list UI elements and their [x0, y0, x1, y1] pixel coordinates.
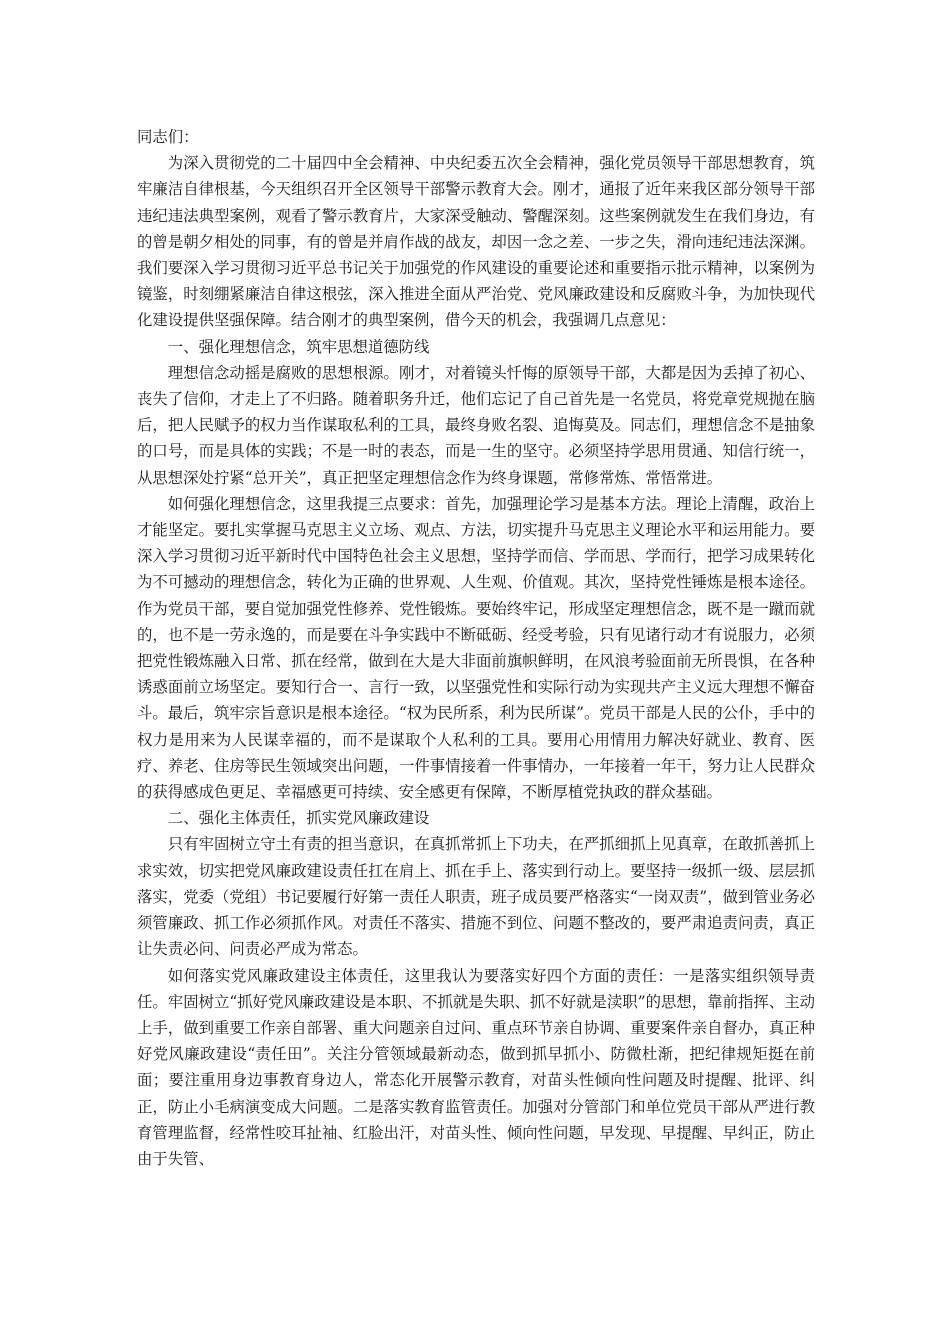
section-heading-1: 一、强化理想信念，筑牢思想道德防线 — [167, 337, 430, 356]
intro-paragraph: 为深入贯彻党的二十届四中全会精神、中央纪委五次全会精神，强化党员领导干部思想教育，筑牢廉洁自律根基，今天组织召开全区领导干部警示教育大会。刚才，通报了近年来我区部分领导干部违纪违法典型案例，观看了警示教育片，大家深受触动、警醒深刻。这些案例就发生在我们身边，有的曾是朝夕相处的同事，有的曾是并肩作战的战友，却因一念之差、一步之失，滑向违纪违法深渊。我们要深入学习贯彻习近平总书记关于加强党的作风建设的重要论述和重要指示批示精神，以案例为镜鉴，时刻绷紧廉洁自律这根弦，深入推进全面从严治党、党风廉政建设和反腐败斗争，为加快现代化建设提供坚强保障。结合刚才的典型案例，借今天的机会，我强调几点意见： — [137, 154, 815, 330]
document-page — [137, 124, 815, 1172]
section-heading-2: 二、强化主体责任，抓实党风廉政建设 — [167, 809, 430, 828]
body-paragraph: 只有牢固树立守土有责的担当意识，在真抓常抓上下功夫，在严抓细抓上见真章，在敢抓善抓上求实效，切实把党风廉政建设责任扛在肩上、抓在手上、落实到行动上。要坚持一级抓一级、层层抓落实，党委（党组）书记要履行好第一责任人职责，班子成员要严格落实“一岗双责”，做到管业务必须管廉政、抓工作必须抓作风。对责任不落实、措施不到位、问题不整改的，要严肃追责问责，真正让失责必问、问责必严成为常态。 — [137, 835, 815, 959]
salutation: 同志们： — [137, 128, 199, 146]
body-paragraph: 如何落实党风廉政建设主体责任，这里我认为要落实好四个方面的责任：一是落实组织领导责任。牢固树立“抓好党风廉政建设是本职、不抓就是失职、抓不好就是渎职”的思想，靠前指挥、主动上手，做到重要工作亲自部署、重大问题亲自过问、重点环节亲自协调、重要案件亲自督办，真正种好党风廉政建设“责任田”。关注分管领域最新动态，做到抓早抓小、防微杜渐，把纪律规矩挺在前面；要注重用身边事教育身边人，常态化开展警示教育，对苗头性倾向性问题及时提醒、批评、纠正，防止小毛病演变成大问题。二是落实教育监管责任。加强对分管部门和单位党员干部从严进行教育管理监督，经常性咬耳扯袖、红脸出汗，对苗头性、倾向性问题，早发现、早提醒、早纠正，防止由于失管、 — [137, 966, 815, 1168]
body-paragraph: 如何强化理想信念，这里我提三点要求：首先，加强理论学习是基本方法。理论上清醒，政治上才能坚定。要扎实掌握马克思主义立场、观点、方法，切实提升马克思主义理论水平和运用能力。要深入学习贯彻习近平新时代中国特色社会主义思想，坚持学而信、学而思、学而行，把学习成果转化为不可撼动的理想信念，转化为正确的世界观、人生观、价值观。其次，坚持党性锤炼是根本途径。作为党员干部，要自觉加强党性修养、党性锻炼。要始终牢记，形成坚定理想信念，既不是一蹴而就的，也不是一劳永逸的，而是要在斗争实践中不断砥砺、经受考验，只有见诸行动才有说服力，必须把党性锻炼融入日常、抓在经常，做到在大是大非面前旗帜鲜明，在风浪考验面前无所畏惧，在各种诱惑面前立场坚定。要知行合一、言行一致，以坚强党性和实际行动为实现共产主义远大理想不懈奋斗。最后，筑牢宗旨意识是根本途径。“权为民所系，利为民所谋”。党员干部是人民的公仆，手中的权力是用来为人民谋幸福的，而不是谋取个人私利的工具。要用心用情用力解决好就业、教育、医疗、养老、住房等民生领域突出问题，一件事情接着一件事情办，一年接着一年干，努力让人民群众的获得感成色更足、幸福感更可持续、安全感更有保障，不断厚植党执政的群众基础。 — [137, 494, 815, 802]
body-paragraph: 理想信念动摇是腐败的思想根源。刚才，对着镜头忏悔的原领导干部，大都是因为丢掉了初心、丧失了信仰，才走上了不归路。随着职务升迁，他们忘记了自己首先是一名党员，将党章党规抛在脑后，把人民赋予的权力当作谋取私利的工具，最终身败名裂、追悔莫及。同志们，理想信念不是抽象的口号，而是具体的实践；不是一时的表态，而是一生的坚守。必须坚持学思用贯通、知信行统一，从思想深处拧紧“总开关”，真正把坚定理想信念作为终身课题，常修常炼、常悟常进。 — [137, 363, 815, 487]
